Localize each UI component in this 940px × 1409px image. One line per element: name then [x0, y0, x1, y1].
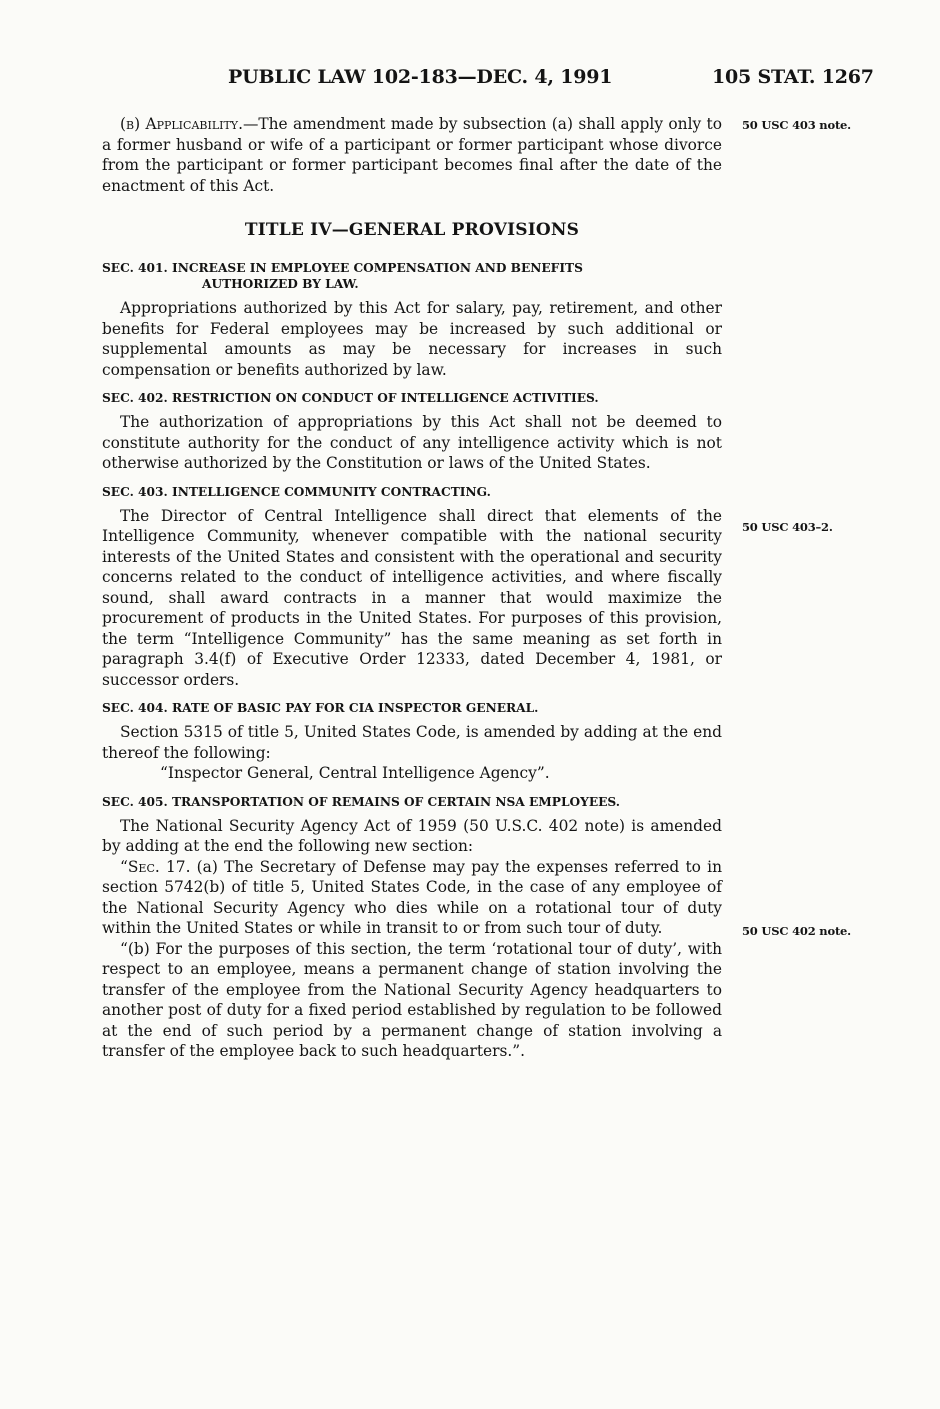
sec-401-heading: [102, 260, 722, 292]
sec-405-text: The National Security Agency Act of 1959 (50 U.S.C. 402 note) is amended by adding at the end the following new section:: [102, 816, 722, 855]
sec-403-heading: SEC. 403. INTELLIGENCE COMMUNITY CONTRACTING.: [102, 484, 491, 499]
sec-401-heading-line1: SEC. 401. INCREASE IN EMPLOYEE COMPENSATION AND BENEFITS: [102, 261, 583, 275]
stat-page-number: 105 STAT. 1267: [712, 66, 874, 88]
public-law-title: PUBLIC LAW 102-183—DEC. 4, 1991: [228, 66, 613, 88]
margin-note-402-note: 50 USC 402 note.: [742, 924, 851, 938]
applicability-label: (b) Applicability.: [120, 115, 243, 133]
margin-note-403-note: 50 USC 403 note.: [742, 118, 851, 132]
sec-401-heading-line2: AUTHORIZED BY LAW.: [202, 277, 359, 291]
title-iv-heading: TITLE IV—GENERAL PROVISIONS: [244, 220, 580, 240]
sec-404-heading: SEC. 404. RATE OF BASIC PAY FOR CIA INSPECTOR GENERAL.: [102, 701, 539, 715]
sec-402-text: The authorization of appropriations by this Act shall not be deemed to constitute authority for the conduct of any intelligence activity which is not otherwise authorized by the Constitution or laws of the United States.: [102, 413, 722, 472]
sec-401-text: Appropriations authorized by this Act for salary, pay, retirement, and other benefits for Federal employees may be increased by such additional or supplemental amounts as may be necessary for increases in such compensation or benefits authorized by law.: [102, 299, 722, 379]
document-body: [102, 114, 722, 1062]
applicability-text: —The amendment made by subsection (a) shall apply only to a former husband or wife of a participant or former participant whose divorce from the participant or former participant becomes final after the date of the enactment of this Act.: [102, 115, 723, 195]
sec-405-heading: SEC. 405. TRANSPORTATION OF REMAINS OF CERTAIN NSA EMPLOYEES.: [102, 794, 621, 809]
sec-402-heading: SEC. 402. RESTRICTION ON CONDUCT OF INTELLIGENCE ACTIVITIES.: [102, 391, 599, 405]
sec-404-text: Section 5315 of title 5, United States Code, is amended by adding at the end thereof the following:: [102, 723, 722, 762]
sec-17-b-paragraph: “(b) For the purposes of this section, the term ‘rotational tour of duty’, with respect to an employee, means a permanent change of station involving the transfer of the employee from the National Security Agency headquarters to another post of duty for a fixed period established by regulation to be followed at the end of such period by a permanent change of station involving a transfer of the employee back to such headquarters.”.: [102, 939, 722, 1060]
sec-17-a-paragraph: [102, 857, 722, 939]
applicability-paragraph: [102, 114, 722, 196]
sec-17-prefix: “Sec.: [120, 857, 160, 876]
sec-403-text: The Director of Central Intelligence shall direct that elements of the Intelligence Community, whenever compatible with the national security interests of the United States and consistent with the operational and security concerns related to the conduct of intelligence activities, and where fiscally sound, shall award contracts in a manner that would maximize the procurement of products in the United States. For purposes of this provision, the term “Intelligence Community” has the same meaning as set forth in paragraph 3.4(f) of Executive Order 12333, dated December 4, 1981, or successor orders.: [102, 506, 722, 689]
page-header: [0, 66, 940, 96]
sec-17-a-text: 17. (a) The Secretary of Defense may pay the expenses referred to in section 5742(b) of title 5, United States Code, in the case of any employee of the National Security Agency who dies while on a rotational tour of duty within the United States or while in transit to or from such tour of duty.: [102, 857, 722, 937]
sec-404-quote: “Inspector General, Central Intelligence Agency”.: [160, 764, 550, 782]
margin-note-403-2: 50 USC 403–2.: [742, 520, 833, 534]
